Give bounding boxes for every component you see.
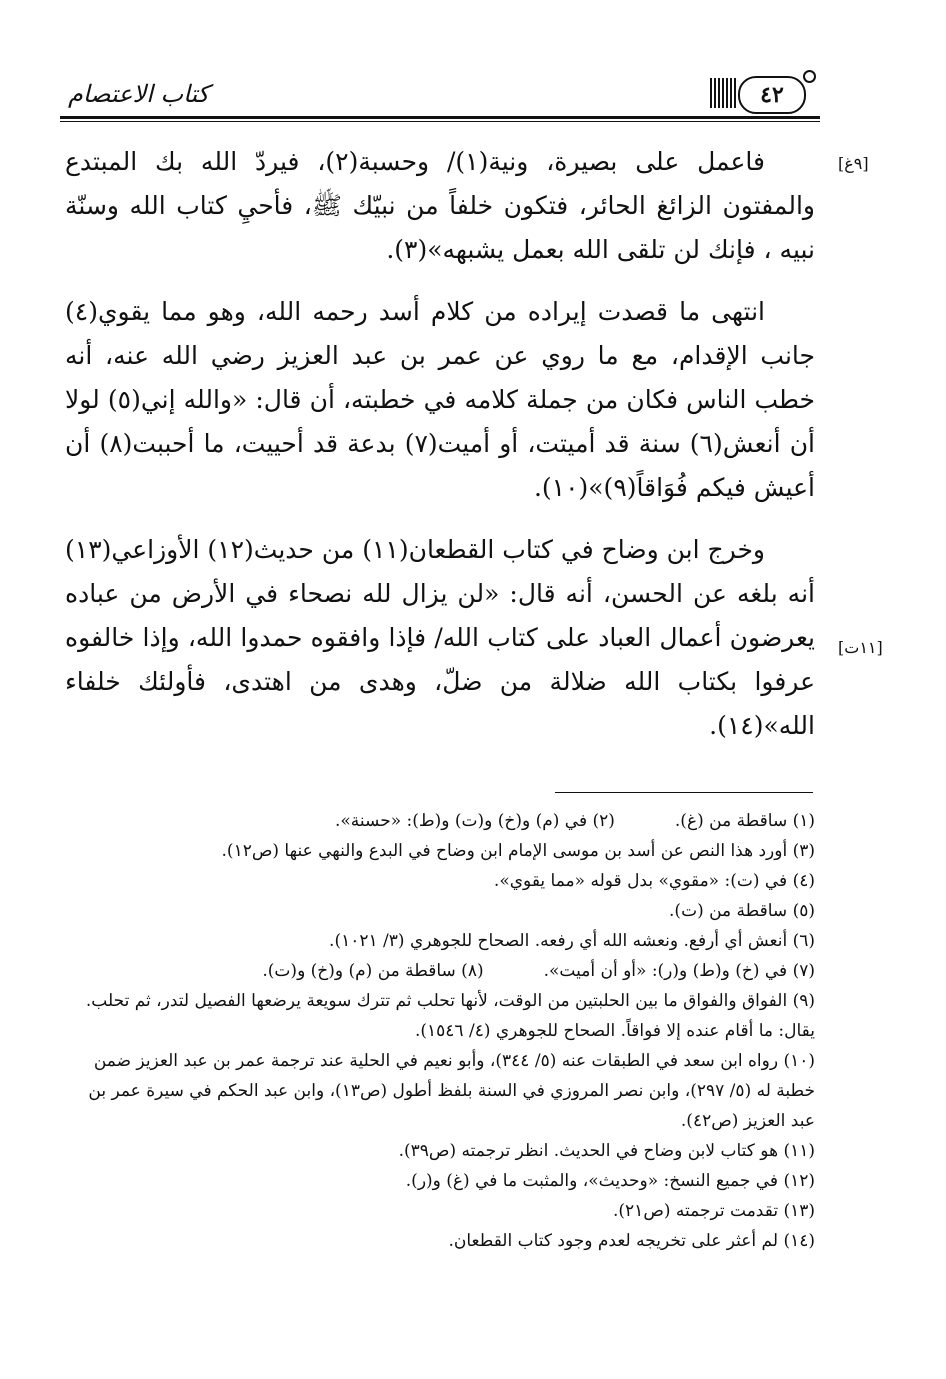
book-title: كتاب الاعتصام xyxy=(68,80,210,108)
page-number-ornament xyxy=(710,72,820,114)
footnote-separator xyxy=(555,792,813,793)
paragraph-2: انتهى ما قصدت إيراده من كلام أسد رحمه الله، وهو مما يقوي(٤) جانب الإقدام، مع ما روي عن عمر بن عبد العزيز رضي الله عنه، أنه خطب الناس فكان من جملة كلامه في خطبته، أن قال: «والله إني(٥) لولا أن أنعش(٦) سنة قد أميتت، أو أميت(٧) بدعة قد أحييت، ما أحببت(٨) أن أعيش فيكم فُوَاقاً(٩)»(١٠). xyxy=(65,297,815,502)
footnote-4: (٤) في (ت): «مقوي» بدل قوله «مما يقوي». xyxy=(493,871,815,891)
footnote-6: (٦) أنعش أي أرفع. ونعشه الله أي رفعه. الصحاح للجوهري (٣/ ١٠٢١). xyxy=(329,931,815,951)
footnote-3: (٣) أورد هذا النص عن أسد بن موسى الإمام ابن وضاح في البدع والنهي عنها (ص١٢). xyxy=(221,841,815,861)
page-number: ٤٢ xyxy=(738,76,806,114)
footnote-13: (١٣) تقدمت ترجمته (ص٢١). xyxy=(613,1201,815,1221)
footnote-10: (١٠) رواه ابن سعد في الطبقات عنه (٥/ ٣٤٤)، وأبو نعيم في الحلية عند ترجمة عمر بن عبد العزيز ضمن خطبة له (٥/ ٢٩٧)، وابن نصر المروزي في السنة بلفظ أطول (ص١٣)، وابن عبد الحكم في سيرة عمر بن عبد العزيز (ص٤٢). xyxy=(88,1051,815,1131)
footnote-9: (٩) الفواق والفواق ما بين الحلبتين من الوقت، لأنها تحلب ثم تترك سويعة يرضعها الفصيل لتدر، ثم تحلب. يقال: ما أقام عنده إلا فواقاً. الصحاح للجوهري (٤/ ١٥٤٦). xyxy=(85,991,815,1041)
ornament-bars xyxy=(710,78,736,108)
margin-marker-2: [١١ت] xyxy=(838,638,883,657)
footnote-14: (١٤) لم أعثر على تخريجه لعدم وجود كتاب القطعان. xyxy=(448,1231,815,1251)
header-rule-thin xyxy=(60,121,820,122)
main-text xyxy=(65,140,815,766)
footnote-8: (٨) ساقطة من (م) و(خ) و(ت). xyxy=(262,961,484,981)
ornament-dot xyxy=(803,70,816,83)
footnote-11: (١١) هو كتاب لابن وضاح في الحديث. انظر ترجمته (ص٣٩). xyxy=(398,1141,815,1161)
footnote-row xyxy=(65,956,815,986)
paragraph-1: فاعمل على بصيرة، ونية(١)/ وحسبة(٢)، فيردّ الله بك المبتدع والمفتون الزائغ الحائر، فتكون خلفاً من نبيّك ﷺ، فأحيِ كتاب الله وسنّة نبيه ، فإنك لن تلقى الله بعمل يشبهه»(٣). xyxy=(65,147,815,264)
footnote-1: (١) ساقطة من (غ). xyxy=(674,811,815,831)
margin-marker-1: [٩غ] xyxy=(838,154,869,173)
footnote-5: (٥) ساقطة من (ت). xyxy=(669,901,815,921)
footnote-7: (٧) في (خ) و(ط) و(ر): «أو أن أميت». xyxy=(543,961,815,981)
footnote-row xyxy=(65,806,815,836)
page-header xyxy=(60,66,820,126)
paragraph-3: وخرج ابن وضاح في كتاب القطعان(١١) من حديث(١٢) الأوزاعي(١٣) أنه بلغه عن الحسن، أنه قال: «لن يزال لله نصحاء في الأرض من عباده يعرضون أعمال العباد على كتاب الله/ فإذا وافقوه حمدوا الله، وإذا خالفوه عرفوا بكتاب الله ضلالة من ضلّ، وهدى من اهتدى، فأولئك خلفاء الله»(١٤). xyxy=(65,535,815,740)
footnotes xyxy=(65,806,815,1256)
header-rule xyxy=(60,116,820,119)
footnote-2: (٢) في (م) و(خ) و(ت) و(ط): «حسنة». xyxy=(335,811,615,831)
footnote-12: (١٢) في جميع النسخ: «وحديث»، والمثبت ما في (غ) و(ر). xyxy=(405,1171,815,1191)
